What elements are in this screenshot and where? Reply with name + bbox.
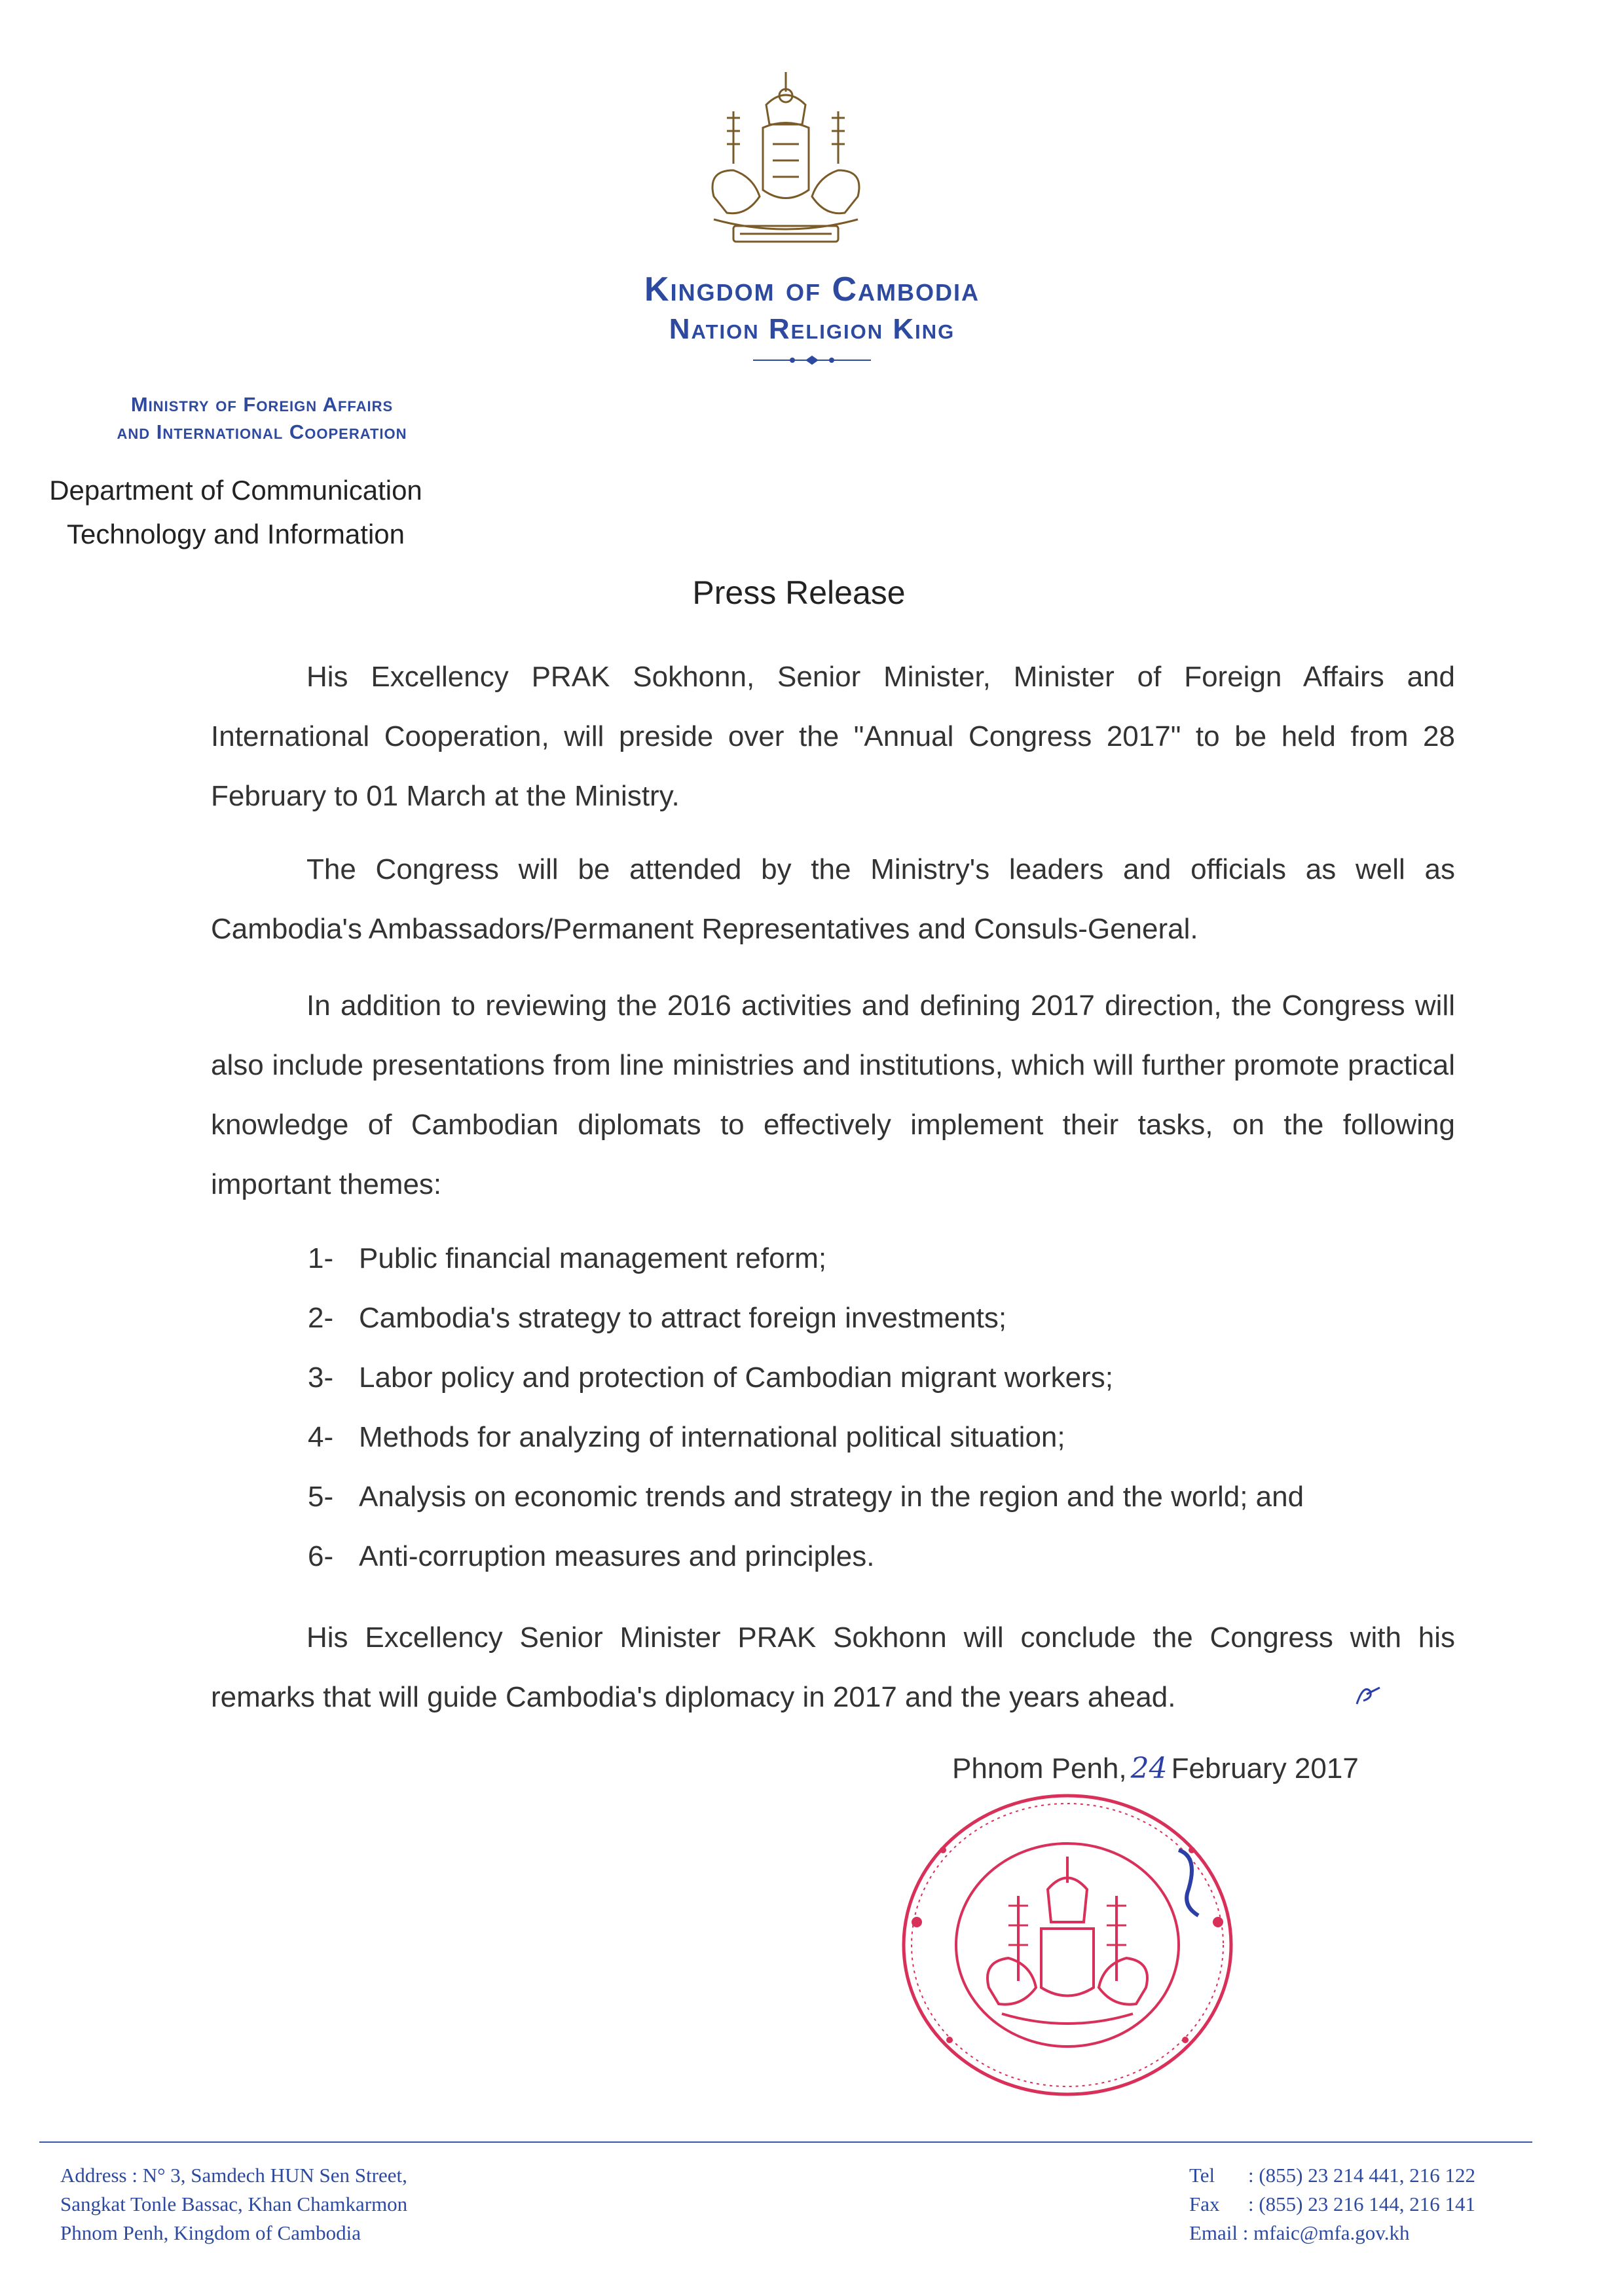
list-item-text: Public financial management reform; <box>359 1242 827 1274</box>
place-and-date <box>952 1752 1359 1785</box>
list-item-number: 3- <box>308 1361 334 1394</box>
list-item-number: 5- <box>308 1481 334 1513</box>
footer-address <box>60 2161 407 2248</box>
department-name-line2: Technology and Information <box>67 519 405 549</box>
list-item-number: 2- <box>308 1302 334 1334</box>
place-text: Phnom Penh, <box>952 1752 1127 1785</box>
list-item <box>308 1467 1460 1527</box>
email-row <box>1189 2219 1475 2248</box>
official-ministry-seal-stamp <box>891 1791 1244 2099</box>
email-label: Email <box>1189 2221 1238 2244</box>
royal-coat-of-arms-emblem <box>688 65 884 255</box>
list-item-text: Anti-corruption measures and principles. <box>359 1540 875 1572</box>
month-year-text: February 2017 <box>1171 1752 1359 1785</box>
list-item <box>308 1229 1460 1288</box>
ministry-name-line1: Ministry of Foreign Affairs <box>130 393 394 416</box>
list-item <box>308 1288 1460 1348</box>
handwritten-day: 24 <box>1130 1752 1168 1785</box>
body-paragraph-2 <box>211 840 1455 959</box>
paragraph-text: His Excellency Senior Minister PRAK Sokhonn will conclude the Congress with his remarks that will guide Cambodia's diplomacy in 2017 and the years ahead. <box>211 1621 1455 1713</box>
body-paragraph-4 <box>211 1608 1455 1727</box>
paragraph-text: His Excellency PRAK Sokhonn, Senior Minister, Minister of Foreign Affairs and International Cooperation, will preside over the "Annual Congress 2017" to be held from 28 February to 01 March at the Ministry. <box>211 661 1455 812</box>
email-value[interactable]: : mfaic@mfa.gov.kh <box>1242 2221 1410 2244</box>
list-item-text: Methods for analyzing of international political situation; <box>359 1421 1065 1453</box>
department-name-line1: Department of Communication <box>49 475 422 506</box>
decorative-divider-ornament <box>747 354 877 367</box>
footer-contact <box>1189 2161 1475 2248</box>
list-item-number: 6- <box>308 1540 334 1572</box>
paragraph-text: In addition to reviewing the 2016 activities and defining 2017 direction, the Congress will also include presentations from line ministries and institutions, which will further promote practical knowledge of Cambodian diplomats to effectively implement their tasks, on the following important themes: <box>211 990 1455 1200</box>
list-item-text: Cambodia's strategy to attract foreign investments; <box>359 1302 1007 1334</box>
kingdom-heading: Kingdom of Cambodia <box>644 270 980 308</box>
ministry-name-line2: and International Cooperation <box>117 420 407 443</box>
body-paragraph-3 <box>211 976 1455 1214</box>
fax-row <box>1189 2190 1475 2219</box>
list-item-number: 1- <box>308 1242 334 1274</box>
address-line: Phnom Penh, Kingdom of Cambodia <box>60 2221 361 2244</box>
paragraph-text: The Congress will be attended by the Ministry's leaders and officials as well as Cambodia's Ambassadors/Permanent Representatives and Consuls-General. <box>211 853 1455 945</box>
tel-value: : (855) 23 214 441, 216 122 <box>1248 2164 1476 2187</box>
list-item <box>308 1527 1460 1586</box>
fax-value: : (855) 23 216 144, 216 141 <box>1248 2193 1476 2215</box>
footer-divider <box>39 2141 1532 2143</box>
fax-label: Fax <box>1189 2193 1220 2215</box>
tel-label: Tel <box>1189 2164 1215 2187</box>
document-title: Press Release <box>692 574 906 611</box>
tel-row <box>1189 2161 1475 2190</box>
initial-signature-mark-icon <box>1350 1678 1383 1711</box>
body-paragraph-1 <box>211 647 1455 826</box>
list-item <box>308 1348 1460 1407</box>
address-line: Address : N° 3, Samdech HUN Sen Street, <box>60 2164 407 2187</box>
list-item-text: Analysis on economic trends and strategy in the region and the world; and <box>359 1481 1304 1513</box>
list-item <box>308 1407 1460 1467</box>
address-line: Sangkat Tonle Bassac, Khan Chamkarmon <box>60 2193 408 2215</box>
list-item-text: Labor policy and protection of Cambodian migrant workers; <box>359 1361 1113 1394</box>
list-item-number: 4- <box>308 1421 334 1453</box>
themes-list <box>308 1229 1460 1586</box>
national-motto: Nation Religion King <box>669 313 955 345</box>
